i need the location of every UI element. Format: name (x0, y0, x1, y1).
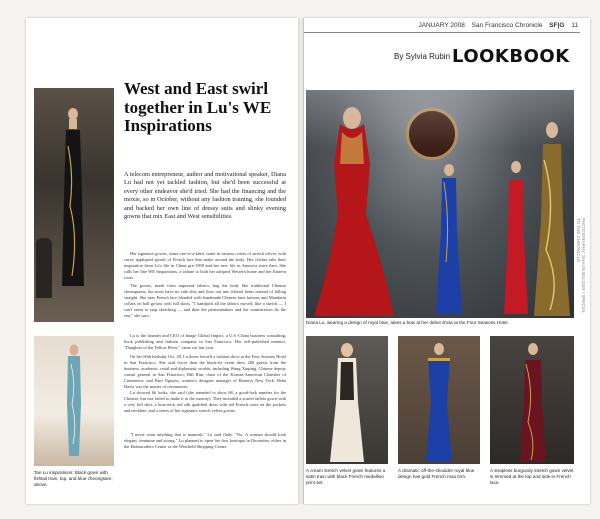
header-rule (304, 32, 580, 33)
body-paragraph: Her signature gowns, some one-of-a-kind, come in various colors of stretch velvet, with curvy appliqued spirals of French lace that snake around the body. Her clothes take their inspiration from Lu's life in China pre-1990 and her new life in America since then. She calls her line WE Inspirations, a tribute to both her adopted Western home and her Eastern roots. (124, 251, 286, 280)
body-paragraph: "I never wear anything that is mannish," Lu said flatly. "No. A woman should look elegant, feminine and strong." Lu planned to open her first boutique in December, either in the Embarcadero Center or the Westfield Shopping Center. (124, 432, 286, 449)
right-page (304, 18, 590, 504)
photo-royal-blue-gown (398, 336, 480, 464)
photo-runway-lead (306, 90, 574, 318)
photo-teal-cheongsam (34, 336, 114, 466)
model-burgundy-gown (518, 342, 548, 462)
body-paragraph: On her 60th birthday Oct. 28, Lu threw herself a fashion show at the Four Seasons Hotel in San Francisco. She said fewer than the black-tie event drew 200 guests from the business, academic, retail and diplomatic worlds, including Wang Xinping, Chinese deputy consul general in San Francisco; Bill Rim, chair of the Korean-American Chamber of Commerce; and Pam Nguyen, women's designer manager of Barneys New York. Beha Davis was the master of ceremonies. (124, 354, 286, 389)
model-red-strapless (502, 160, 530, 316)
model-royal-blue-gown (424, 342, 454, 462)
photo-black-gown (34, 88, 114, 322)
model-red-gown (314, 104, 394, 316)
photo-cream-gown (306, 336, 388, 464)
page-number: 11 (571, 22, 578, 29)
section-title: LOOKBOOK (452, 46, 570, 67)
photo-caption-blue: A dramatic off-the-shoulder royal blue design has gold French rosa trim. (398, 468, 475, 479)
model-gold-gown (532, 120, 572, 316)
photo-credit: PHOTOGRAPHY: SHAUN BULGER / SPECIAL TO THE CHRONICLE (576, 218, 586, 314)
model-cream-gown (330, 342, 364, 462)
body-paragraph: Lu showed 66 looks, she said (she intended to show 68, a good-luck number for the Chinese, but one failed to make it to the runway). They included a scarlet taffeta gown with a very full skirt, a boat-neck red silk qualified dress with red French roses on the pockets and neckline, and a series of her signature stretch velvet gowns. (124, 390, 286, 413)
issue-date: JANUARY 2008 (418, 22, 465, 29)
left-page (26, 18, 298, 504)
photo-caption-cream: A cream stretch velvet gown features a satin train with black French medallion print set. (306, 468, 386, 485)
lead-photo-caption: Diana Lu, wearing a design of royal blue, takes a bow at her debut show at the Four Seasons Hotel. (306, 320, 509, 325)
photo-burgundy-gown (490, 336, 574, 464)
photo-caption-burgundy: A strapless burgundy stretch gown velvet is trimmed at the top and side in French lace. (490, 468, 574, 485)
model-blue-gown (434, 162, 464, 316)
body-paragraph: Lu is the founder and CEO of Image Global Impact, a U.S.-China business consulting, book publishing and fashion company in San Francisco. Her self-published memoir, "Daughter of the Yellow River," came out last year. (124, 333, 286, 350)
publication-name: San Francisco Chronicle (471, 22, 543, 29)
model-teal-cheongsam (62, 344, 86, 462)
article-headline: West and East swirl together in Lu's WE Inspirations (124, 79, 272, 135)
left-photo-caption: Tan Lu inspirations: Black gown with fishtail train, top, and blue cheongsam, above. (34, 470, 113, 487)
article-lede: A telecom entrepreneur, author and motivational speaker, Diana Lu had not yet tackled fashion, but she'd been successful at every other endeavor she'd tried. She had the financing and the moxie, so in October, without any fashion training, she founded and backed her own line of dressy suits and slinky evening gowns that mix East and West sensibilities. (124, 171, 286, 221)
body-paragraph: The gowns, made from imported fabrics, hug the body like traditional Chinese cheongsams, but most have no side slits and flow out into fishtail hems instead of falling straight. She uses French lace blended with handmade Chinese knot buttons and Mandarin collars on ball gowns with full skirts. "I handpick all the fabrics myself, like a sketch — I can't seem to stop sketching — and then the patternmakers and the seamstresses do the rest," she says. (124, 283, 286, 318)
running-head (413, 22, 578, 29)
audience-figure (36, 238, 52, 298)
model-black-gown (60, 106, 86, 296)
section-code: SF|G (549, 22, 565, 29)
byline: By Sylvia Rubin (394, 52, 451, 61)
